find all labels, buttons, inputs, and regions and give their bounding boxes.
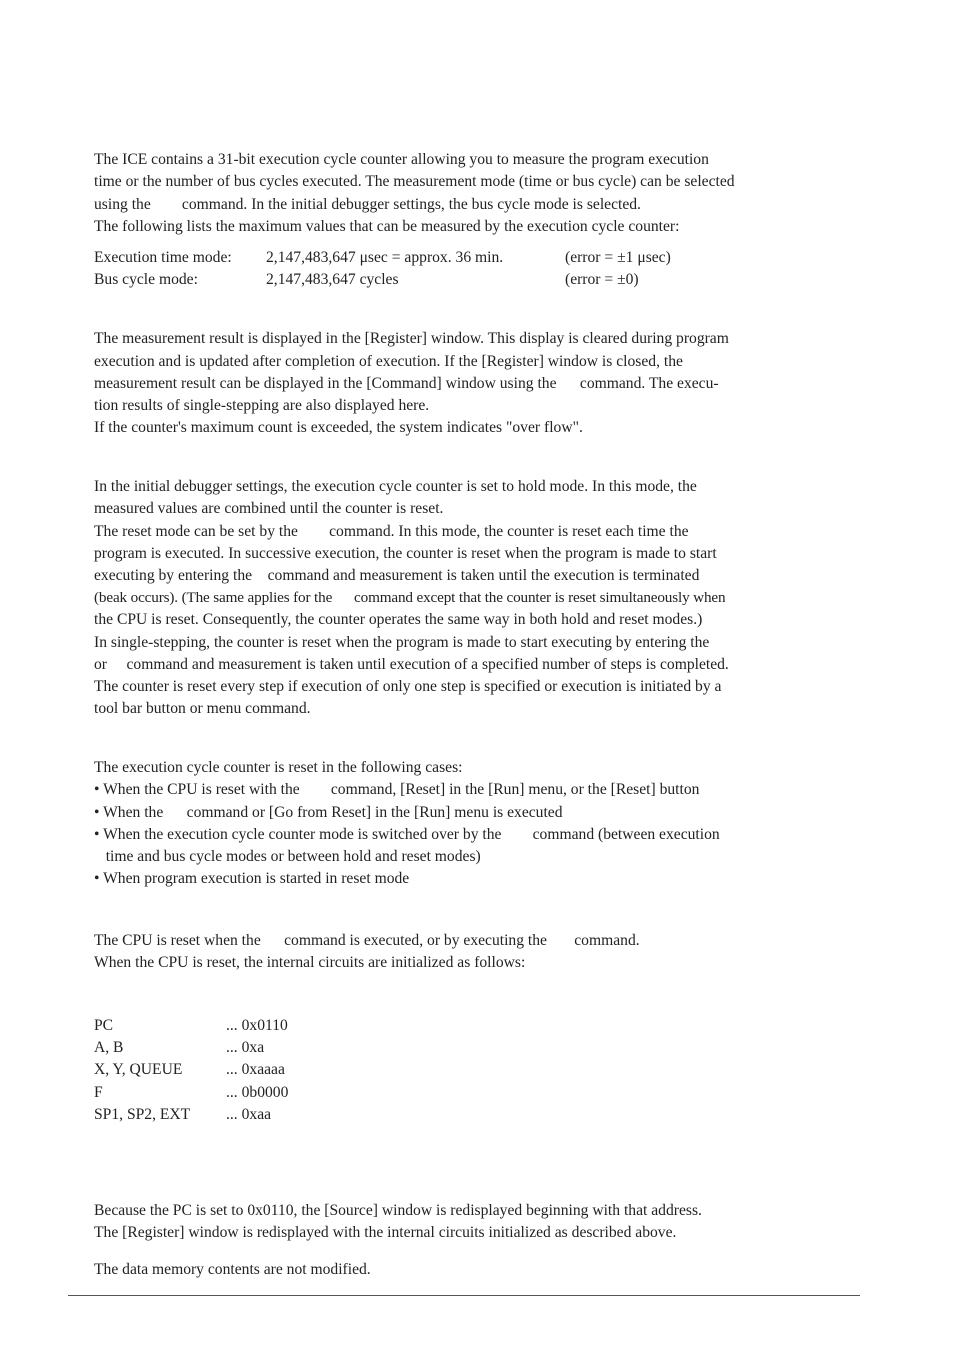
register-name: SP1, SP2, EXT [94,1106,191,1123]
footer-divider [68,1295,860,1296]
register-value: ... 0xaaaa [226,1061,285,1078]
text-line: measurement result can be displayed in the [Command] window using the command. The execu- [94,375,719,392]
list-item: • When program execution is started in reset mode [94,870,410,887]
text-line: When the CPU is reset, the internal circuits are initialized as follows: [94,954,526,971]
list-item: • When the CPU is reset with the command, [Reset] in the [Run] menu, or the [Reset] button [94,781,700,798]
text-line: time or the number of bus cycles executed. The measurement mode (time or bus cycle) can be selected [94,173,735,190]
text-line: In single-stepping, the counter is reset when the program is made to start executing by entering the [94,634,710,651]
text-line: The reset mode can be set by the command. In this mode, the counter is reset each time the [94,523,689,540]
mode-value: 2,147,483,647 cycles [266,271,399,288]
text-line: measured values are combined until the counter is reset. [94,500,444,517]
text-line: executing by entering the command and measurement is taken until the execution is terminated [94,567,700,584]
text-line: If the counter's maximum count is exceeded, the system indicates "over flow". [94,419,583,436]
register-value: ... 0x0110 [226,1017,288,1034]
text-line: Because the PC is set to 0x0110, the [Source] window is redisplayed beginning with that address. [94,1202,702,1219]
memory-note: The data memory contents are not modified. [94,1261,371,1278]
text-line: the CPU is reset. Consequently, the counter operates the same way in both hold and reset modes.) [94,611,703,628]
list-item: time and bus cycle modes or between hold and reset modes) [94,848,481,865]
register-name: X, Y, QUEUE [94,1061,183,1078]
text-line: using the command. In the initial debugger settings, the bus cycle mode is selected. [94,196,641,213]
text-line: The [Register] window is redisplayed with the internal circuits initialized as described above. [94,1224,677,1241]
text-line: tool bar button or menu command. [94,700,311,717]
text-line: The following lists the maximum values that can be measured by the execution cycle counter: [94,218,680,235]
list-intro: The execution cycle counter is reset in the following cases: [94,759,463,776]
list-item: • When the command or [Go from Reset] in the [Run] menu is executed [94,804,563,821]
mode-value: 2,147,483,647 μsec = approx. 36 min. [266,249,504,266]
mode-error: (error = ±1 μsec) [565,249,671,266]
text-line: tion results of single-stepping are also displayed here. [94,397,430,414]
register-name: PC [94,1017,114,1034]
text-line: (beak occurs). (The same applies for the command except that the counter is reset simultaneously when [94,589,726,606]
text-line: The CPU is reset when the command is executed, or by executing the command. [94,932,640,949]
text-line: In the initial debugger settings, the execution cycle counter is set to hold mode. In this mode, the [94,478,697,495]
mode-label: Bus cycle mode: [94,271,198,288]
register-name: F [94,1084,103,1101]
register-value: ... 0xa [226,1039,265,1056]
list-item: • When the execution cycle counter mode is switched over by the command (between execution [94,826,720,843]
text-line: or command and measurement is taken until execution of a specified number of steps is completed. [94,656,729,673]
text-line: execution and is updated after completion of execution. If the [Register] window is closed, the [94,353,683,370]
text-line: The ICE contains a 31-bit execution cycle counter allowing you to measure the program execution [94,151,709,168]
mode-error: (error = ±0) [565,271,639,288]
text-line: The counter is reset every step if execution of only one step is specified or execution is initiated by a [94,678,722,695]
text-line: program is executed. In successive execution, the counter is reset when the program is made to start [94,545,717,562]
register-name: A, B [94,1039,124,1056]
mode-label: Execution time mode: [94,249,232,266]
register-value: ... 0b0000 [226,1084,289,1101]
text-line: The measurement result is displayed in the [Register] window. This display is cleared during program [94,330,729,347]
register-value: ... 0xaa [226,1106,272,1123]
